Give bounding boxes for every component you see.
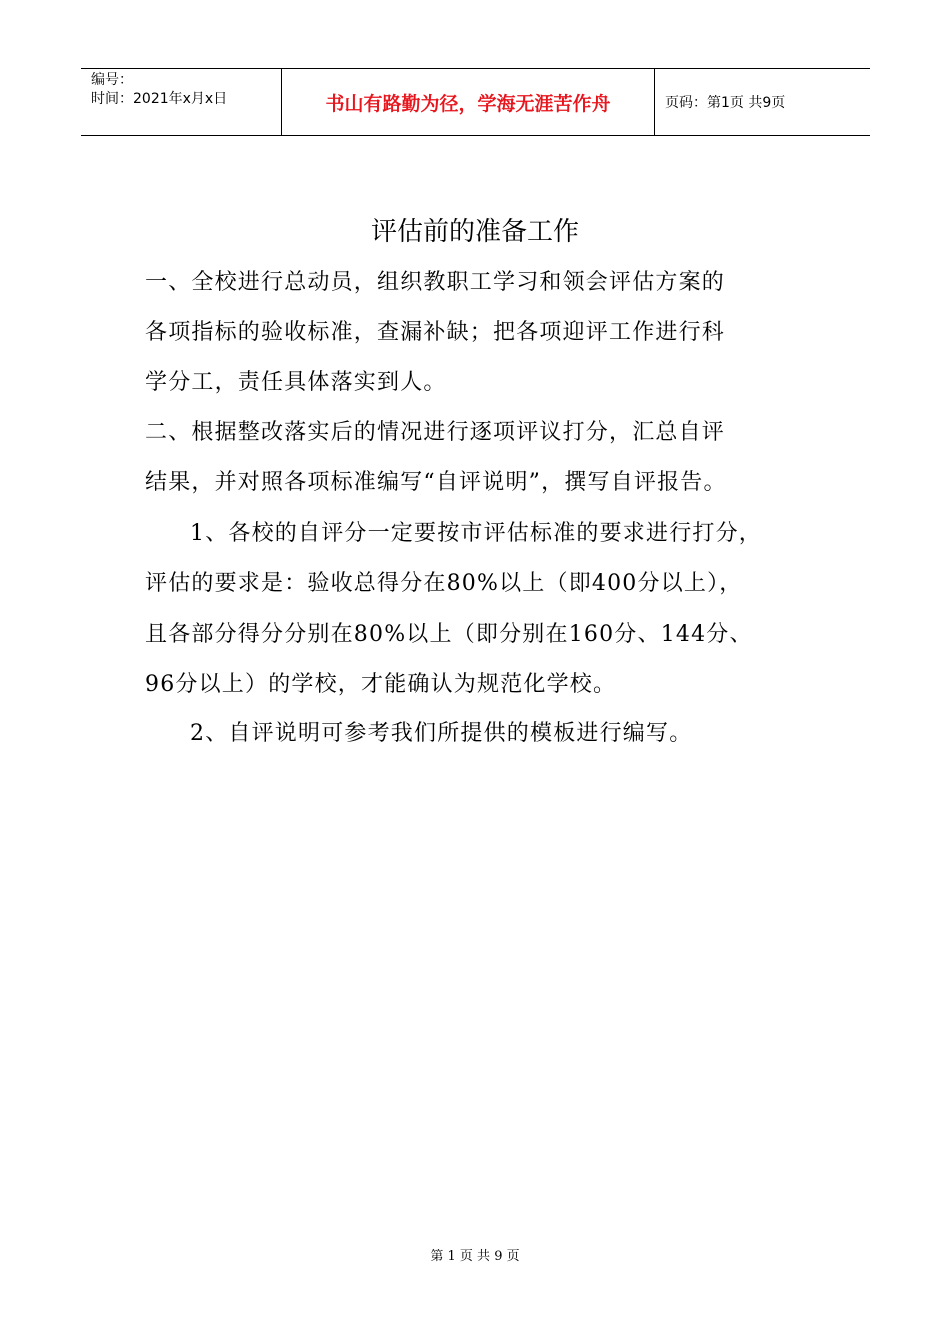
document-header — [81, 68, 870, 136]
body-line: 学分工，责任具体落实到人。 — [145, 370, 447, 395]
number-label: 编号： — [91, 72, 133, 88]
body-line: 评估的要求是：验收总得分在80%以上（即400分以上）， — [145, 571, 743, 596]
date-label: 时间：2021年x月x日 — [91, 91, 228, 107]
page-footer: 第 1 页 共 9 页 — [430, 1249, 520, 1264]
body-line: 2、自评说明可参考我们所提供的模板进行编写。 — [190, 721, 693, 746]
document-title: 评估前的准备工作 — [370, 217, 579, 247]
header-page-cell — [655, 69, 870, 135]
body-line: 1、各校的自评分一定要按市评估标准的要求进行打分， — [190, 521, 762, 546]
body-line: 且各部分得分分别在80%以上（即分别在160分、144分、 — [145, 622, 753, 647]
header-meta — [81, 69, 281, 135]
page-info: 页码：第1页 共9页 — [665, 95, 786, 111]
body-line: 96分以上）的学校，才能确认为规范化学校。 — [145, 672, 617, 697]
motto-text: 书山有路勤为径，学海无涯苦作舟 — [325, 92, 611, 115]
body-line: 二、根据整改落实后的情况进行逐项评议打分，汇总自评 — [145, 420, 726, 445]
body-line: 各项指标的验收标准，查漏补缺；把各项迎评工作进行科 — [145, 320, 726, 345]
body-line: 一、全校进行总动员，组织教职工学习和领会评估方案的 — [145, 270, 726, 295]
header-motto-cell — [281, 69, 655, 135]
body-line: 结果，并对照各项标准编写“自评说明”，撰写自评报告。 — [145, 470, 727, 495]
